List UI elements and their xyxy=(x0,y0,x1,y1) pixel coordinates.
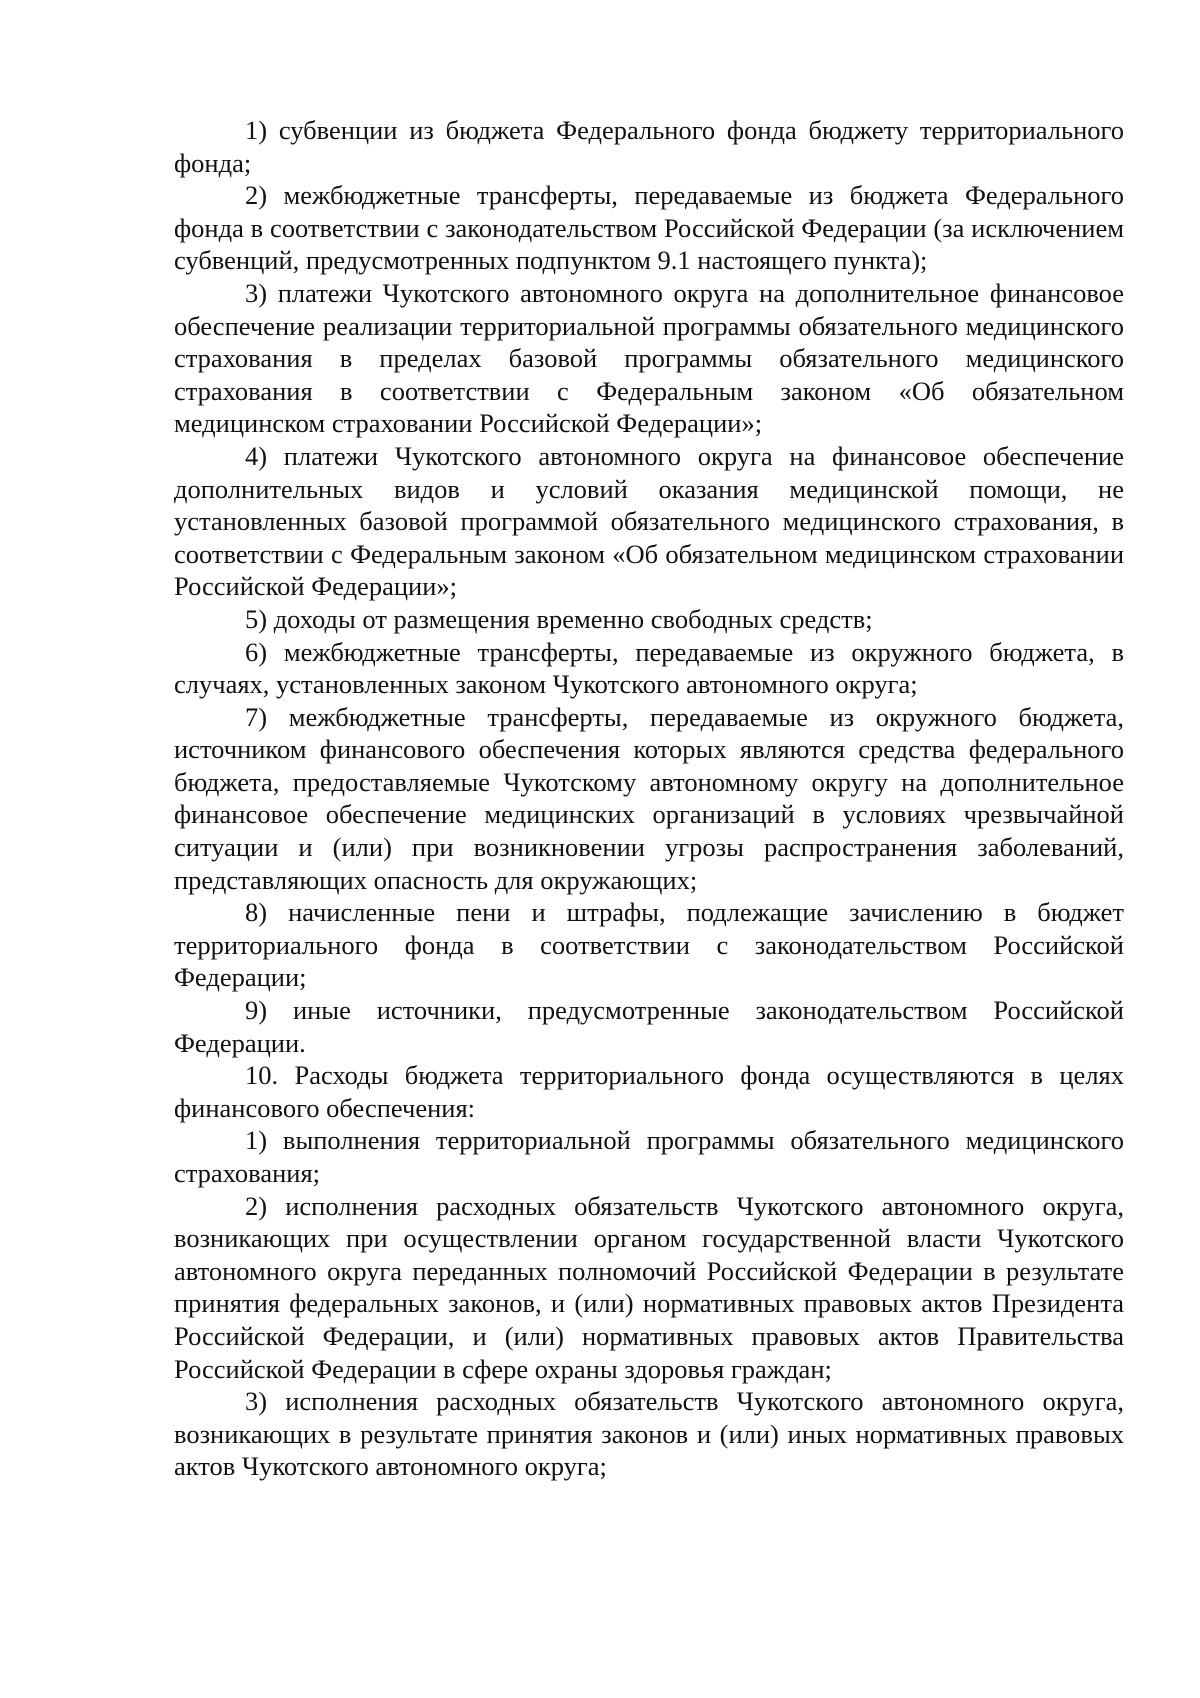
paragraph-income-1: 1) субвенции из бюджета Федерального фонда бюджету территориального фонда; xyxy=(174,115,1124,178)
paragraph-income-8: 8) начисленные пени и штрафы, подлежащие зачислению в бюджет территориального фонда в соответствии с законодательством Российской Федерации; xyxy=(174,897,1124,993)
paragraph-income-2: 2) межбюджетные трансферты, передаваемые из бюджета Федерального фонда в соответствии с законодательством Российской Федерации (за исключением субвенций, предусмотренных подпунктом 9.1 настоящего пункта); xyxy=(174,180,1124,276)
paragraph-income-6: 6) межбюджетные трансферты, передаваемые из окружного бюджета, в случаях, установленных законом Чукотского автономного округа; xyxy=(174,636,1124,700)
paragraph-expense-1: 1) выполнения территориальной программы обязательного медицинского страхования; xyxy=(174,1125,1124,1188)
document-body xyxy=(174,114,1124,1483)
paragraph-income-3: 3) платежи Чукотского автономного округа на дополнительное финансовое обеспечение реализации территориальной программы обязательного медицинского страхования в пределах базовой программы обязательного медицинского страхования в соответствии с Федеральным законом «Об обязательном медицинском страховании Российской Федерации»; xyxy=(174,277,1124,439)
paragraph-income-4: 4) платежи Чукотского автономного округа на финансовое обеспечение дополнительных видов и условий оказания медицинской помощи, не установленных базовой программой обязательного медицинского страхования, в соответствии с Федеральным законом «Об обязательном медицинском страховании Российской Федерации»; xyxy=(174,440,1124,602)
paragraph-income-7: 7) межбюджетные трансферты, передаваемые из окружного бюджета, источником финансового обеспечения которых являются средства федерального бюджета, предоставляемые Чукотскому автономному округу на дополнительное финансовое обеспечение медицинских организаций в условиях чрезвычайной ситуации и (или) при возникновении угрозы распространения заболеваний, представляющих опасность для окружающих; xyxy=(174,701,1124,895)
paragraph-expense-3: 3) исполнения расходных обязательств Чукотского автономного округа, возникающих в результате принятия законов и (или) иных нормативных правовых актов Чукотского автономного округа; xyxy=(174,1386,1124,1482)
paragraph-section-10: 10. Расходы бюджета территориального фонда осуществляются в целях финансового обеспечения: xyxy=(174,1060,1124,1123)
paragraph-income-5: 5) доходы от размещения временно свободных средств; xyxy=(245,603,873,634)
paragraph-expense-2: 2) исполнения расходных обязательств Чукотского автономного округа, возникающих при осуществлении органом государственной власти Чукотского автономного округа переданных полномочий Российской Федерации в результате принятия федеральных законов, и (или) нормативных правовых актов Президента Российской Федерации, и (или) нормативных правовых актов Правительства Российской Федерации в сфере охраны здоровья граждан; xyxy=(174,1190,1124,1384)
paragraph-income-9: 9) иные источники, предусмотренные законодательством Российской Федерации. xyxy=(174,995,1124,1058)
